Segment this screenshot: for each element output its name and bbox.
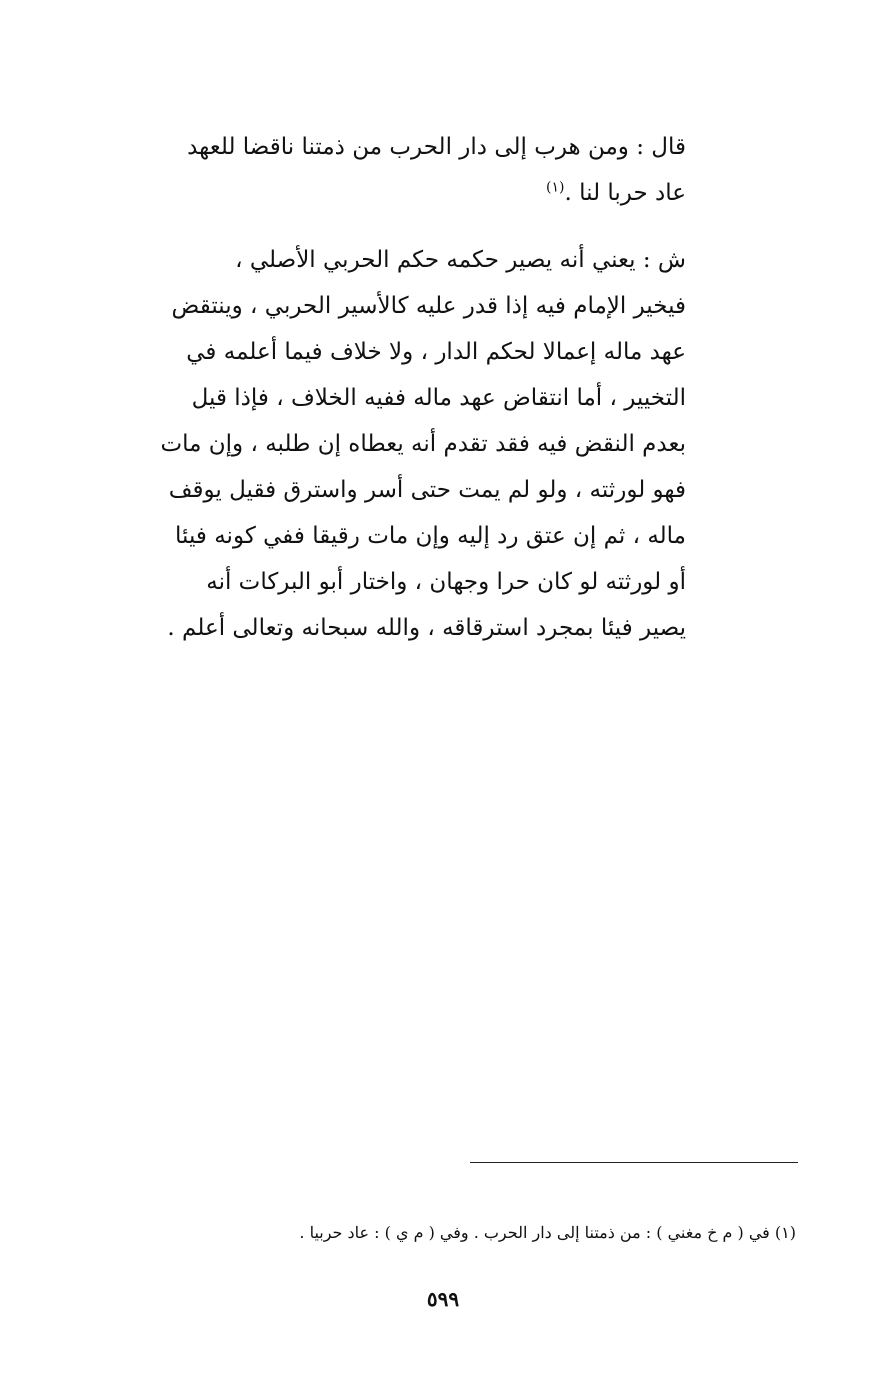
text-line: أو لورثته لو كان حرا وجهان ، واختار أبو البركات أنه (206, 569, 686, 595)
paragraph-commentary (160, 237, 686, 651)
text-line: التخيير ، أما انتقاض عهد ماله ففيه الخلاف ، فإذا قيل (191, 385, 686, 411)
text-line: يصير فيئا بمجرد استرقاقه ، والله سبحانه وتعالى أعلم . (167, 615, 686, 641)
paragraph-statement (160, 124, 686, 216)
page-number: ٥٩٩ (426, 1287, 460, 1311)
footnote: (١) في ( م خ مغني ) : من ذمتنا إلى دار الحرب . وفي ( م ي ) : عاد حربيا . (299, 1223, 796, 1242)
text-line: عهد ماله إعمالا لحكم الدار ، ولا خلاف فيما أعلمه في (186, 339, 686, 365)
text-line: قال : ومن هرب إلى دار الحرب من ذمتنا ناقضا للعهد (187, 134, 686, 160)
text-line (160, 170, 686, 216)
text-line: بعدم النقض فيه فقد تقدم أنه يعطاه إن طلبه ، وإن مات (160, 431, 686, 457)
text-line: فهو لورثته ، ولو لم يمت حتى أسر واسترق فقيل يوقف (168, 477, 686, 503)
text-line: ماله ، ثم إن عتق رد إليه وإن مات رقيقا ففي كونه فيئا (175, 523, 686, 549)
footnote-divider (470, 1162, 798, 1163)
text-line-content: عاد حربا لنا . (564, 180, 686, 206)
text-line: فيخير الإمام فيه إذا قدر عليه كالأسير الحربي ، وينتقض (171, 293, 686, 319)
text-line: ش : يعني أنه يصير حكمه حكم الحربي الأصلي ، (235, 247, 686, 273)
footnote-marker: (١) (546, 179, 565, 196)
